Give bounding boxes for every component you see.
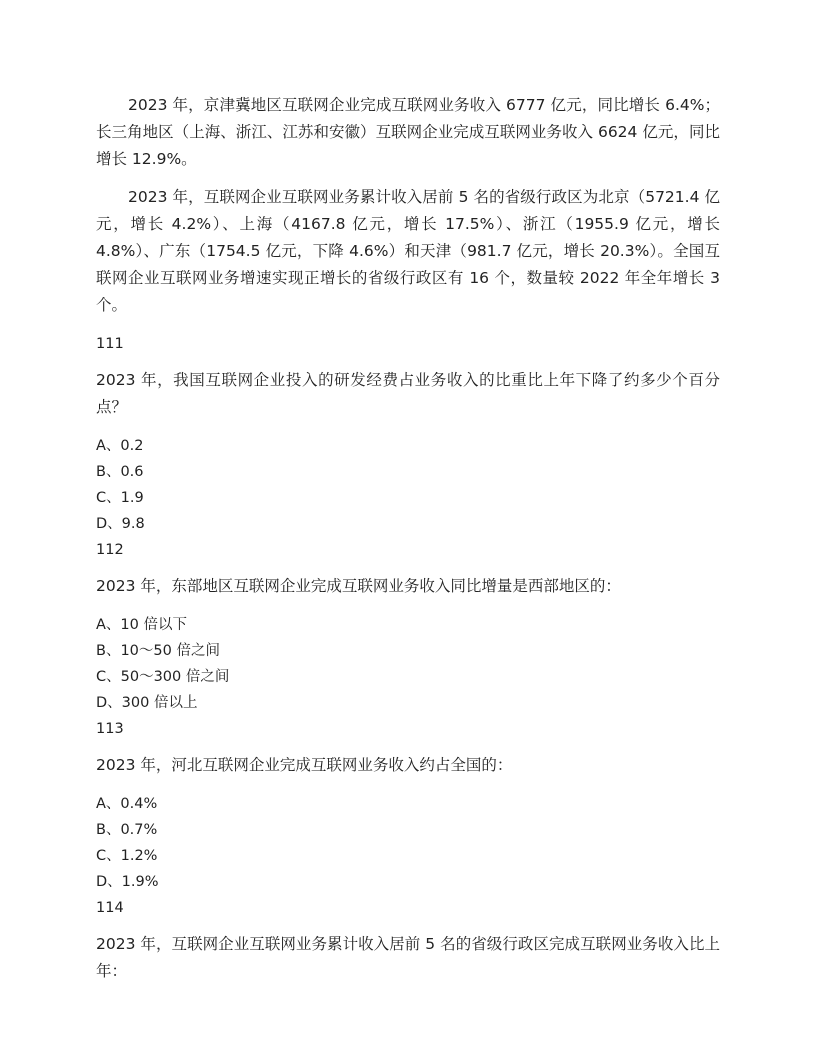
question-number: 113 bbox=[96, 721, 124, 737]
option-d[interactable]: D、1.9% bbox=[96, 874, 159, 890]
document-page bbox=[96, 92, 720, 997]
option-list bbox=[96, 791, 720, 895]
question-111 bbox=[96, 333, 720, 537]
option-b[interactable]: B、0.6 bbox=[96, 464, 144, 480]
question-112 bbox=[96, 539, 720, 716]
question-text: 2023 年，互联网企业互联网业务累计收入居前 5 名的省级行政区完成互联网业务收入比上年： bbox=[96, 935, 720, 980]
question-114 bbox=[96, 897, 720, 985]
question-text: 2023 年，我国互联网企业投入的研发经费占业务收入的比重比上年下降了约多少个百分点？ bbox=[96, 371, 720, 416]
option-list bbox=[96, 612, 720, 716]
question-number: 112 bbox=[96, 542, 124, 558]
passage-paragraph-1: 2023 年，京津冀地区互联网企业完成互联网业务收入 6777 亿元，同比增长 6.4%；长三角地区（上海、浙江、江苏和安徽）互联网企业完成互联网业务收入 6624 亿元，同比增长 12.9%。 bbox=[96, 96, 720, 168]
option-b[interactable]: B、10～50 倍之间 bbox=[96, 643, 220, 659]
option-d[interactable]: D、9.8 bbox=[96, 516, 145, 532]
question-text: 2023 年，河北互联网企业完成互联网业务收入约占全国的： bbox=[96, 756, 513, 774]
option-list bbox=[96, 433, 720, 537]
option-c[interactable]: C、50～300 倍之间 bbox=[96, 669, 230, 685]
question-113 bbox=[96, 718, 720, 895]
option-a[interactable]: A、10 倍以下 bbox=[96, 617, 187, 633]
option-b[interactable]: B、0.7% bbox=[96, 822, 158, 838]
option-d[interactable]: D、300 倍以上 bbox=[96, 695, 198, 711]
option-c[interactable]: C、1.2% bbox=[96, 848, 158, 864]
option-c[interactable]: C、1.9 bbox=[96, 490, 144, 506]
question-number: 114 bbox=[96, 900, 124, 916]
option-a[interactable]: A、0.2 bbox=[96, 438, 144, 454]
question-text: 2023 年，东部地区互联网企业完成互联网业务收入同比增量是西部地区的： bbox=[96, 577, 621, 595]
option-a[interactable]: A、0.4% bbox=[96, 796, 158, 812]
passage-paragraph-2: 2023 年，互联网企业互联网业务累计收入居前 5 名的省级行政区为北京（5721.4 亿元，增长 4.2%）、上海（4167.8 亿元，增长 17.5%）、浙江（1955.9 亿元，增长 4.8%）、广东（1754.5 亿元，下降 4.6%）和天津（981.7 亿元，增长 20.3%）。全国互联网企业互联网业务增速实现正增长的省级行政区有 16 个，数量较 2022 年全年增长 3 个。 bbox=[96, 188, 720, 314]
question-number: 111 bbox=[96, 336, 124, 352]
